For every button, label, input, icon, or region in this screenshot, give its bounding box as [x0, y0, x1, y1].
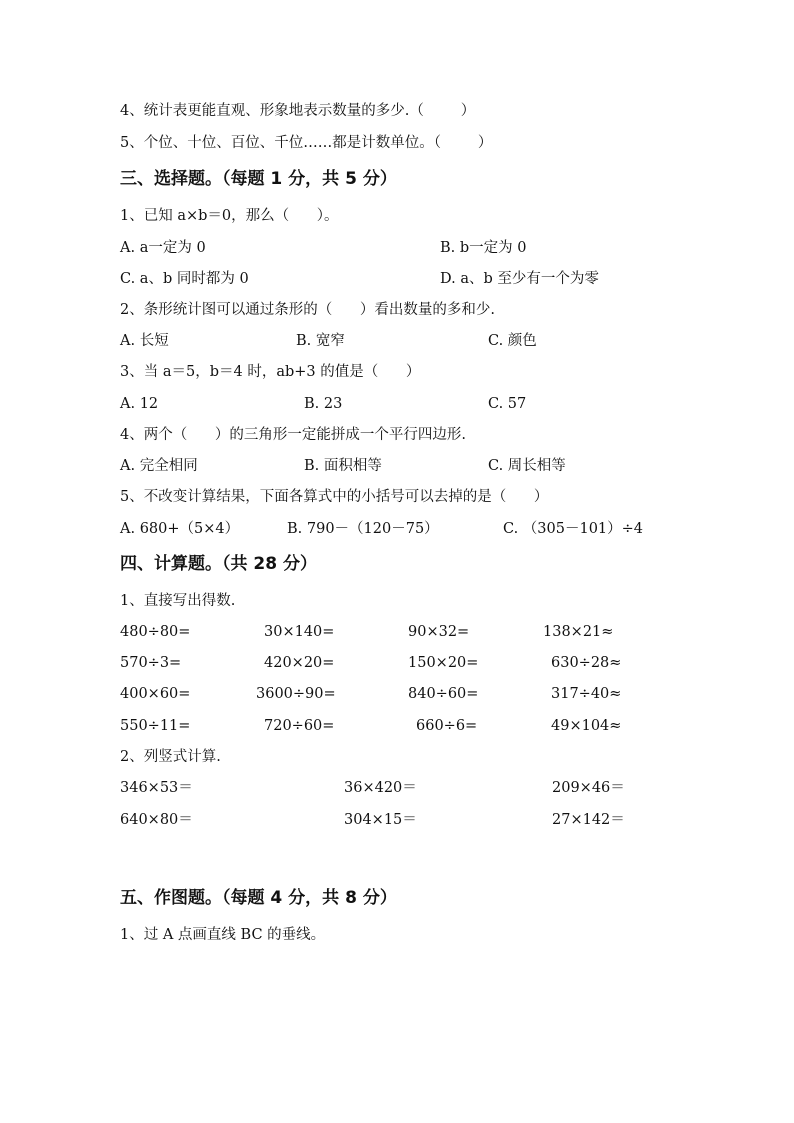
choice-2-option-c: C. 颜色	[488, 333, 537, 349]
choice-4-option-b: B. 面积相等	[304, 458, 382, 474]
choice-5-option-b: B. 790－（120－75）	[287, 521, 439, 537]
choice-question-1: 1、已知 a×b＝0，那么（ ）。	[120, 208, 339, 224]
direct-calc-item: 420×20=	[264, 655, 335, 671]
choice-3-option-b: B. 23	[304, 396, 343, 412]
calc-question-2: 2、列竖式计算.	[120, 749, 221, 765]
calc-question-1: 1、直接写出得数.	[120, 593, 236, 609]
vertical-calc-item: 304×15＝	[344, 812, 417, 828]
direct-calc-item: 150×20=	[408, 655, 479, 671]
choice-3-option-a: A. 12	[120, 396, 159, 412]
vertical-calc-item: 36×420＝	[344, 780, 417, 796]
direct-calc-item: 480÷80=	[120, 624, 191, 640]
choice-question-2: 2、条形统计图可以通过条形的（ ）看出数量的多和少.	[120, 302, 495, 318]
direct-calc-item: 630÷28≈	[551, 655, 622, 671]
choice-1-option-c: C. a、b 同时都为 0	[120, 271, 249, 287]
direct-calc-item: 3600÷90=	[256, 686, 336, 702]
vertical-calc-row	[0, 778, 794, 798]
judge-question-4: 4、统计表更能直观、形象地表示数量的多少.（ ）	[120, 103, 476, 119]
judge-question-5: 5、个位、十位、百位、千位……都是计数单位。（ ）	[120, 135, 493, 151]
direct-calc-row	[0, 684, 794, 704]
direct-calc-item: 570÷3=	[120, 655, 182, 671]
vertical-calc-row	[0, 810, 794, 830]
choice-1-option-d: D. a、b 至少有一个为零	[440, 271, 599, 287]
choice-4-option-c: C. 周长相等	[488, 458, 566, 474]
direct-calc-item: 550÷11=	[120, 718, 191, 734]
section-4-title: 四、计算题。（共 28 分）	[120, 554, 317, 574]
choice-2-option-a: A. 长短	[120, 333, 169, 349]
choice-question-5: 5、不改变计算结果，下面各算式中的小括号可以去掉的是（ ）	[120, 489, 549, 505]
direct-calc-item: 138×21≈	[543, 624, 614, 640]
direct-calc-row	[0, 653, 794, 673]
direct-calc-item: 660÷6=	[416, 718, 478, 734]
choice-question-4: 4、两个（ ）的三角形一定能拼成一个平行四边形.	[120, 427, 466, 443]
choice-3-option-c: C. 57	[488, 396, 527, 412]
direct-calc-row	[0, 716, 794, 736]
vertical-calc-item: 27×142＝	[552, 812, 625, 828]
choice-5-option-a: A. 680+（5×4）	[120, 521, 240, 537]
vertical-calc-item: 209×46＝	[552, 780, 625, 796]
drawing-question-1: 1、过 A 点画直线 BC 的垂线。	[120, 927, 326, 943]
direct-calc-row	[0, 622, 794, 642]
section-3-title: 三、选择题。（每题 1 分，共 5 分）	[120, 169, 397, 189]
direct-calc-item: 90×32=	[408, 624, 470, 640]
direct-calc-item: 720÷60=	[264, 718, 335, 734]
choice-5-option-c: C. （305－101）÷4	[503, 521, 644, 537]
choice-question-3: 3、当 a＝5，b＝4 时，ab+3 的值是（ ）	[120, 364, 421, 380]
vertical-calc-item: 640×80＝	[120, 812, 193, 828]
direct-calc-item: 400×60=	[120, 686, 191, 702]
direct-calc-item: 30×140=	[264, 624, 335, 640]
choice-1-option-a: A. a一定为 0	[120, 240, 206, 256]
choice-1-option-b: B. b一定为 0	[440, 240, 527, 256]
direct-calc-item: 840÷60=	[408, 686, 479, 702]
choice-2-option-b: B. 宽窄	[296, 333, 345, 349]
direct-calc-item: 317÷40≈	[551, 686, 622, 702]
choice-4-option-a: A. 完全相同	[120, 458, 198, 474]
vertical-calc-item: 346×53＝	[120, 780, 193, 796]
section-5-title: 五、作图题。（每题 4 分，共 8 分）	[120, 888, 397, 908]
direct-calc-item: 49×104≈	[551, 718, 622, 734]
